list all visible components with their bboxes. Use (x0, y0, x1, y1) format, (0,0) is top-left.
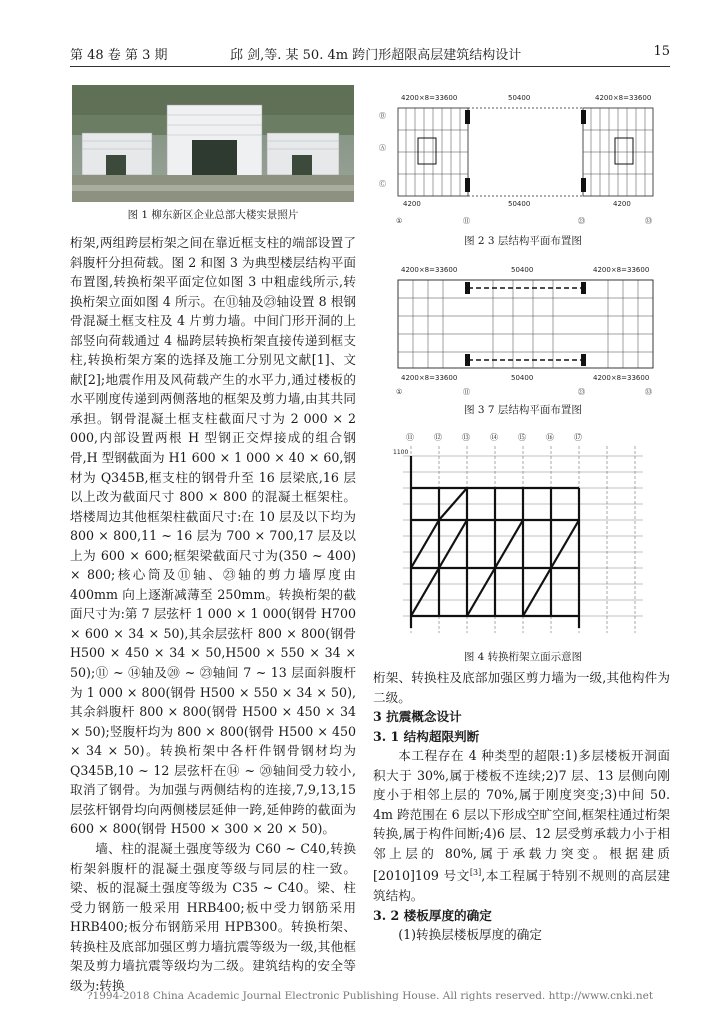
fig4-axis-label: ⑯ (546, 433, 554, 442)
fig3-axis-label: ⑪ (463, 388, 470, 396)
fig3-dim-bot-right: 4200×8=33600 (593, 374, 650, 382)
fig4-axis-label: ⑮ (518, 433, 526, 442)
subsection-heading: (1)转换层楼板厚度的确定 (398, 927, 542, 943)
fig3-dim-left: 4200×8=33600 (401, 266, 458, 274)
fig3-caption: 图 3 7 层结构平面布置图 (464, 404, 582, 416)
fig2-dim-left: 4200×8=33600 (401, 94, 458, 102)
right-column (373, 668, 670, 945)
fig4-axis-label: ⑬ (462, 433, 470, 442)
citation-ref: [3] (469, 868, 482, 878)
fig3-dim-mid: 50400 (511, 266, 534, 274)
fig2-dim-bot-left: 4200 (403, 200, 421, 208)
fig2-dim-mid: 50400 (508, 94, 531, 102)
fig3-axis-label: ① (396, 388, 403, 396)
right-paragraph-1-text: 本工程存在 4 种类型的超限:1)多层楼板开洞面积大于 30%,属于楼板不连续;2)7 层、13 层侧向刚度小于相邻上层的 70%,属于刚度突变;3)中间 50. 4m 跨范围在 6 层以下形成空旷空间,框架柱通过桁架转换,属于构件间断;4)6 层、12 层受剪承载力小于相邻上层的 80%,属于承载力突变。根据建质[2010]109 号文 (373, 748, 670, 884)
left-paragraph-2: 墙、柱的混凝土强度等级为 C60 ~ C40,转换桁架斜腹杆的混凝土强度等级与同层的柱一致。梁、板的混凝土强度等级为 C35 ~ C40。梁、柱受力钢筋一般采用 HRB400;板中受力钢筋采用 HRB400;板分布钢筋采用 HPB300。转换桁架、转换柱及底部加强区剪力墙抗震等级为一级,其他框架及剪力墙抗震等级均为二级。建筑结构的安全等级为:转换 (70, 840, 356, 993)
running-title: 邱 剑,等. 某 50. 4m 跨门形超限高层建筑结构设计 (230, 48, 522, 63)
fig4-caption: 图 4 转换桁架立面示意图 (463, 651, 583, 663)
fig3-dim-bot-mid: 50400 (511, 374, 534, 382)
right-paragraph-1-end: ,本工程属于特别不规则的高层建筑结构。 (373, 868, 670, 904)
fig2-floor-plan (373, 88, 673, 230)
fig4-level-label: 1100 (393, 449, 409, 456)
fig2-axis-label: ① (396, 217, 403, 225)
right-paragraph-0: 桁架、转换柱及底部加强区剪力墙为一级,其他构件为二级。 (373, 670, 670, 705)
fig2-row-label: Ⓑ (379, 112, 386, 120)
section-heading-3: 3 抗震概念设计 (373, 709, 462, 725)
fig2-row-label: Ⓒ (379, 180, 386, 188)
left-paragraph-1: 桁架,两组跨层桁架之间在靠近框支柱的端部设置了斜腹杆分担荷载。图 2 和图 3 为典型楼层结构平面布置图,转换桁架平面定位如图 3 中粗虚线所示,转换桁架立面如图 4 所示。在⑪轴及㉓轴设置 8 根钢骨混凝土框支柱及 4 片剪力墙。中间门形开洞的上部竖向荷载通过 4 榀跨层转换桁架直接传递到框支柱,转换桁架方案的选择及施工分别见文献[1]、文献[2];地震作用及风荷载产生的水平力,通过楼板的水平刚度传递到两侧落地的框架及剪力墙,由其共同承担。钢骨混凝土框支柱截面尺寸为 2 000 × 2 000,内部设置两根 H 型钢正交焊接成的组合钢骨,H 型钢截面为 H1 600 × 1 000 × 40 × 60,钢材为 Q345B,框支柱的钢骨升至 16 层梁底,16 层以上改为截面尺寸 800 × 800 的混凝土框架柱。塔楼周边其他框架柱截面尺寸:在 10 层及以下均为 800 × 800,11 ~ 16 层为 700 × 700,17 层及以上为 600 × 600;框架梁截面尺寸为(350 ~ 400) × 800;核心筒及⑪轴、㉓轴的剪力墙厚度由 400mm 向上逐渐减薄至 250mm。转换桁架的截面尺寸为:第 7 层弦杆 1 000 × 1 000(钢骨 H700 × 600 × 34 × 50),其余层弦杆 800 × 800(钢骨 H500 × 450 × 34 × 50,H500 × 550 × 34 × 50);⑪ ~ ⑭轴及⑳ ~ ㉓轴间 7 ~ 13 层面斜腹杆为 1 000 × 800(钢骨 H500 × 550 × 34 × 50),其余斜腹杆 800 × 800(钢骨 H500 × 450 × 34 × 50);竖腹杆均为 800 × 800(钢骨 H500 × 450 × 34 × 50)。转换桁架中各杆件钢骨钢材均为 Q345B,10 ~ 12 层弦杆在⑭ ~ ⑳轴间受力较小,取消了钢骨。为加强与两侧结构的连接,7,9,13,15 层弦杆钢骨均向两侧楼层延伸一跨,延伸跨的截面为 600 × 800(钢骨 H500 × 300 × 20 × 50)。 (70, 235, 356, 837)
fig4-axis-label: ⑫ (434, 433, 442, 442)
fig2-axis-label: ⑪ (463, 217, 470, 225)
fig3-dim-bot-left: 4200×8=33600 (401, 374, 458, 382)
right-paragraph-1 (373, 746, 670, 906)
fig4-truss-elevation (393, 428, 653, 643)
section-heading-3-2: 3. 2 楼板厚度的确定 (373, 907, 492, 923)
fig3-axis-label: ㉝ (645, 388, 652, 396)
fig2-row-label: Ⓐ (379, 144, 386, 152)
fig2-axis-label: ㉝ (645, 217, 652, 225)
fig4-axis-label: ⑪ (406, 433, 414, 442)
building-photo (72, 85, 354, 202)
page-number: 15 (653, 44, 670, 59)
fig2-caption: 图 2 3 层结构平面布置图 (464, 235, 582, 247)
copyright-footer: ?1994-2018 China Academic Journal Electronic Publishing House. All rights reserved. http://www.cnki.net (86, 990, 654, 1002)
fig4-axis-label: ⑰ (574, 433, 582, 442)
fig3-axis-label: ㉓ (578, 388, 585, 396)
section-heading-3-1: 3. 1 结构超限判断 (373, 728, 480, 744)
fig2-axis-label: ㉓ (578, 217, 585, 225)
fig3-floor-plan (373, 258, 673, 398)
running-header (70, 44, 670, 64)
fig2-dim-right: 4200×8=33600 (595, 94, 652, 102)
fig1-caption: 图 1 柳东新区企业总部大楼实景照片 (127, 209, 299, 221)
left-column (70, 233, 356, 995)
fig2-dim-bot-mid: 50400 (508, 200, 531, 208)
fig2-dim-bot-right: 4200 (613, 200, 631, 208)
journal-volume: 第 48 卷 第 3 期 (70, 48, 168, 63)
fig3-dim-right: 4200×8=33600 (593, 266, 650, 274)
fig4-axis-label: ⑭ (490, 433, 498, 442)
header-rule (70, 66, 670, 67)
